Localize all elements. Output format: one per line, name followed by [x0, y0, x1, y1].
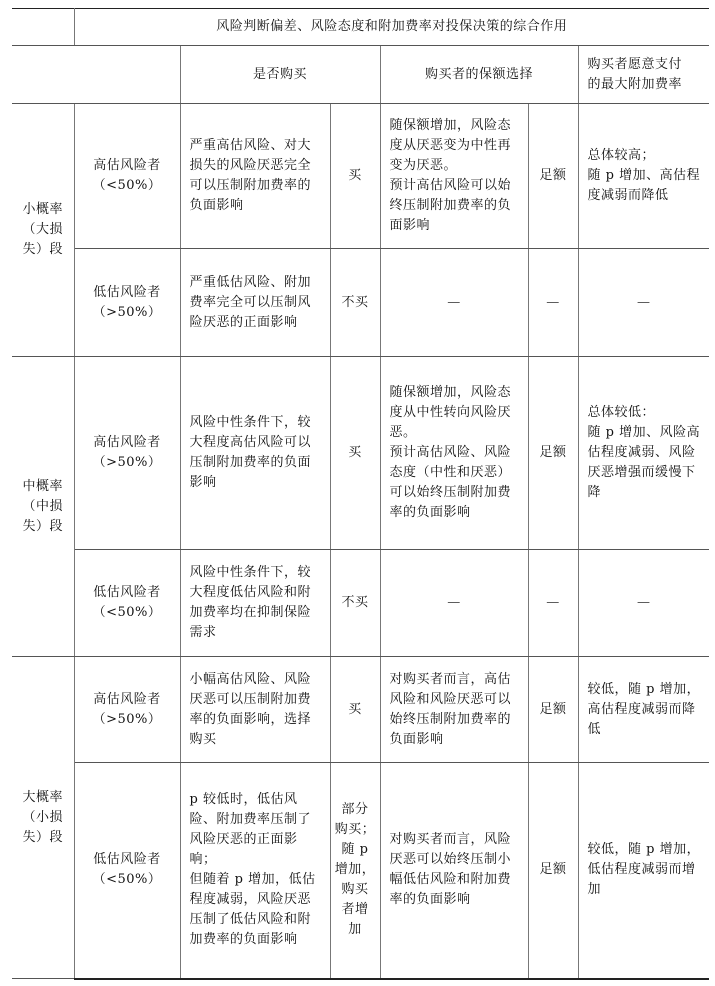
table-row [12, 657, 709, 763]
table-row [12, 104, 709, 249]
coverage-note-cell: — [380, 550, 528, 657]
header-buy: 是否购买 [180, 46, 380, 104]
max-rate-cell: — [578, 249, 709, 357]
coverage-note-cell: 对购买者而言，风险厌恶可以始终压制小幅低估风险和附加费率的负面影响 [380, 763, 528, 979]
group-label: 高估风险者 （<50%） [74, 104, 180, 249]
reason-cell: 风险中性条件下，较大程度低估风险和附加费率均在抑制保险需求 [180, 550, 330, 657]
buy-cell: 部分 购买； 随 p 增加， 购买 者增 加 [330, 763, 380, 979]
coverage-note-cell: 对购买者而言，高估风险和风险厌恶可以始终压制附加费率的负面影响 [380, 657, 528, 763]
table-title-row [12, 9, 709, 46]
coverage-cell: 足额 [528, 357, 578, 550]
buy-cell: 不买 [330, 249, 380, 357]
header-max-rate: 购买者愿意支付 的最大附加费率 [578, 46, 709, 104]
max-rate-cell: 较低，随 p 增加，高估程度减弱而降低 [578, 657, 709, 763]
group-label: 高估风险者 （>50%） [74, 657, 180, 763]
reason-cell: 风险中性条件下，较大程度高估风险可以压制附加费率的负面影响 [180, 357, 330, 550]
period-label-medium: 中概率 （中损 失）段 [12, 357, 74, 657]
coverage-note-cell: — [380, 249, 528, 357]
buy-cell: 买 [330, 657, 380, 763]
max-rate-cell: — [578, 550, 709, 657]
buy-cell: 不买 [330, 550, 380, 657]
reason-cell: 严重低估风险、附加费率完全可以压制风险厌恶的正面影响 [180, 249, 330, 357]
group-label: 低估风险者 （>50%） [74, 249, 180, 357]
coverage-cell: 足额 [528, 763, 578, 979]
max-rate-cell: 较低，随 p 增加，低估程度减弱而增加 [578, 763, 709, 979]
coverage-cell: — [528, 249, 578, 357]
buy-cell: 买 [330, 104, 380, 249]
reason-cell: 严重高估风险、对大损失的风险厌恶完全可以压制附加费率的负面影响 [180, 104, 330, 249]
coverage-cell: 足额 [528, 657, 578, 763]
table-row [12, 550, 709, 657]
group-label: 低估风险者 （<50%） [74, 550, 180, 657]
reason-cell: p 较低时，低估风险、附加费率压制了风险厌恶的正面影响； 但随着 p 增加，低估程度减弱，风险厌恶压制了低估风险和附加费率的负面影响 [180, 763, 330, 979]
max-rate-cell: 总体较高； 随 p 增加、高估程度减弱而降低 [578, 104, 709, 249]
table-row [12, 249, 709, 357]
corner-cell [12, 9, 74, 46]
coverage-note-cell: 随保额增加，风险态度从厌恶变为中性再变为厌恶。 预计高估风险可以始终压制附加费率的负面影响 [380, 104, 528, 249]
coverage-note-cell: 随保额增加，风险态度从中性转向风险厌恶。 预计高估风险、风险态度（中性和厌恶）可以始终压制附加费率的负面影响 [380, 357, 528, 550]
period-label-small: 小概率 （大损 失）段 [12, 104, 74, 357]
table-header-row [12, 46, 709, 104]
table-row [12, 357, 709, 550]
table-title: 风险判断偏差、风险态度和附加费率对投保决策的综合作用 [74, 9, 709, 46]
reason-cell: 小幅高估风险、风险厌恶可以压制附加费率的负面影响，选择购买 [180, 657, 330, 763]
table-row [12, 763, 709, 979]
coverage-cell: 足额 [528, 104, 578, 249]
header-empty-cell [12, 46, 180, 104]
max-rate-cell: 总体较低： 随 p 增加、风险高估程度减弱、风险厌恶增强而缓慢下降 [578, 357, 709, 550]
coverage-cell: — [528, 550, 578, 657]
group-label: 低估风险者 （<50%） [74, 763, 180, 979]
period-label-large: 大概率 （小损 失）段 [12, 657, 74, 979]
comparison-table [12, 8, 709, 980]
buy-cell: 买 [330, 357, 380, 550]
group-label: 高估风险者 （>50%） [74, 357, 180, 550]
header-coverage: 购买者的保额选择 [380, 46, 578, 104]
